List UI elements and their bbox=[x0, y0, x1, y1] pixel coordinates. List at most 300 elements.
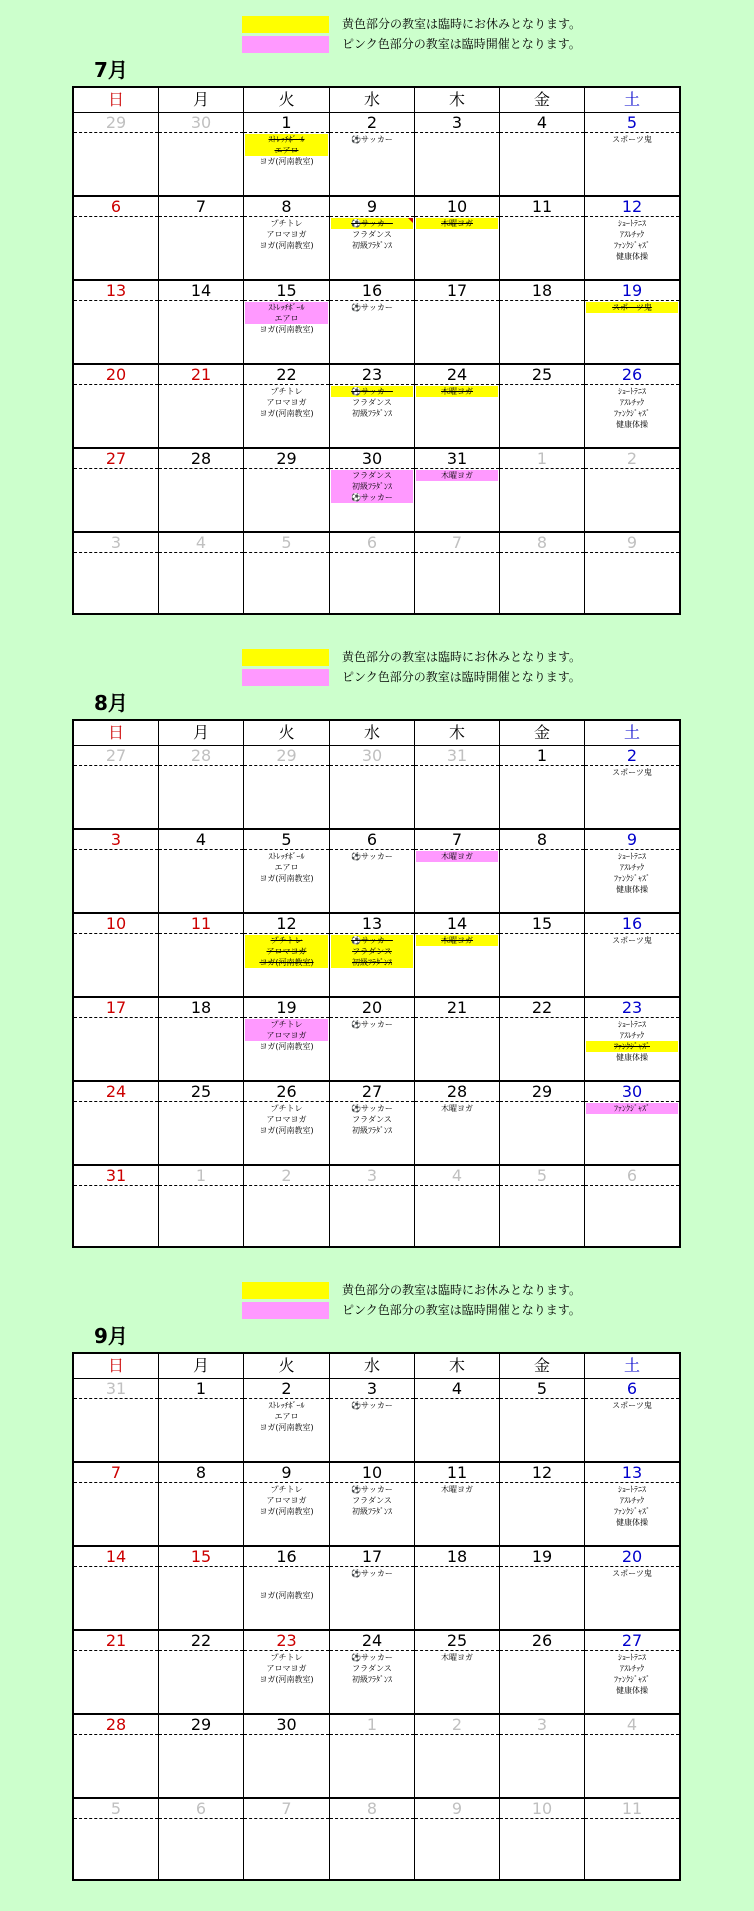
day-cell bbox=[74, 1715, 159, 1797]
class-entry: エアロ bbox=[245, 313, 328, 324]
week-row bbox=[74, 1799, 679, 1883]
week-row bbox=[74, 914, 679, 998]
day-number: 21 bbox=[74, 1631, 158, 1651]
day-cell bbox=[585, 1379, 679, 1461]
day-number: 20 bbox=[74, 365, 158, 385]
day-number: 2 bbox=[415, 1715, 499, 1735]
day-cell bbox=[500, 1631, 585, 1713]
class-entry: ヨガ(河南教室) bbox=[259, 409, 314, 418]
day-cell bbox=[244, 914, 330, 996]
class-entry: ﾌｧﾝｸｼﾞｬｽﾞ bbox=[586, 1103, 678, 1114]
day-cell bbox=[159, 197, 244, 279]
day-cell bbox=[244, 1547, 330, 1629]
class-entry: スポーツ鬼 bbox=[612, 1569, 652, 1578]
class-entry: 初級ﾌﾗﾀﾞﾝｽ bbox=[352, 409, 392, 418]
weekday-label: 水 bbox=[330, 88, 415, 112]
day-cell bbox=[244, 998, 330, 1080]
day-cell bbox=[415, 533, 500, 615]
class-entry: ⚽サッカー bbox=[351, 303, 393, 312]
day-number: 27 bbox=[74, 746, 158, 766]
legend-swatch-yellow bbox=[242, 16, 329, 33]
day-cell bbox=[74, 365, 159, 447]
class-entry: 木曜ヨガ bbox=[416, 851, 498, 862]
day-cell bbox=[244, 1715, 330, 1797]
day-number: 8 bbox=[244, 197, 329, 217]
day-number: 14 bbox=[159, 281, 243, 301]
day-number: 31 bbox=[415, 746, 499, 766]
class-entry: フラダンス bbox=[352, 1115, 392, 1124]
legend-swatch-pink bbox=[242, 36, 329, 53]
day-number: 4 bbox=[415, 1166, 499, 1186]
day-number: 16 bbox=[330, 281, 414, 301]
day-cell bbox=[74, 1547, 159, 1629]
class-entry: ﾌｧﾝｸｼﾞｬｽﾞ bbox=[614, 1675, 650, 1684]
day-number: 19 bbox=[244, 998, 329, 1018]
day-cell bbox=[415, 113, 500, 195]
legend-text-extra: ピンク色部分の教室は臨時開催となります。 bbox=[342, 1303, 581, 1317]
day-number: 9 bbox=[330, 197, 414, 217]
day-cell bbox=[500, 533, 585, 615]
calendar-grid bbox=[72, 86, 681, 615]
day-number: 29 bbox=[500, 1082, 584, 1102]
class-entry: スポーツ鬼 bbox=[612, 1401, 652, 1410]
day-number: 16 bbox=[244, 1547, 329, 1567]
class-entry: ﾌｧﾝｸｼﾞｬｽﾞ bbox=[586, 1041, 678, 1052]
day-number: 6 bbox=[74, 197, 158, 217]
day-number: 13 bbox=[74, 281, 158, 301]
class-entry: ⚽サッカー bbox=[351, 1569, 393, 1578]
class-entry: ﾌｧﾝｸｼﾞｬｽﾞ bbox=[614, 1507, 650, 1516]
legend-text-extra: ピンク色部分の教室は臨時開催となります。 bbox=[342, 37, 581, 51]
day-number: 13 bbox=[330, 914, 414, 934]
class-entry: プチトレ bbox=[270, 387, 303, 396]
weekday-label: 火 bbox=[244, 721, 330, 745]
day-number: 26 bbox=[244, 1082, 329, 1102]
day-number: 6 bbox=[330, 830, 414, 850]
day-cell bbox=[415, 914, 500, 996]
day-cell bbox=[159, 998, 244, 1080]
week-row bbox=[74, 365, 679, 449]
class-entry: ヨガ(河南教室) bbox=[259, 157, 314, 166]
day-cell bbox=[500, 1463, 585, 1545]
day-cell bbox=[500, 1547, 585, 1629]
class-entry: アロマヨガ bbox=[245, 1030, 328, 1041]
class-entry: 木曜ヨガ bbox=[416, 386, 498, 397]
day-cell bbox=[74, 281, 159, 363]
day-number: 18 bbox=[415, 1547, 499, 1567]
day-number: 10 bbox=[415, 197, 499, 217]
class-entry: 初級ﾌﾗﾀﾞﾝｽ bbox=[352, 241, 392, 250]
week-row bbox=[74, 998, 679, 1082]
day-cell bbox=[415, 281, 500, 363]
day-cell bbox=[585, 1463, 679, 1545]
day-number: 2 bbox=[244, 1166, 329, 1186]
day-number: 6 bbox=[585, 1166, 679, 1186]
week-row bbox=[74, 113, 679, 197]
day-cell bbox=[415, 1547, 500, 1629]
day-cell bbox=[330, 1715, 415, 1797]
day-number: 19 bbox=[500, 1547, 584, 1567]
day-cell bbox=[330, 365, 415, 447]
class-entry: ﾌｧﾝｸｼﾞｬｽﾞ bbox=[614, 874, 650, 883]
day-cell bbox=[415, 830, 500, 912]
day-number: 9 bbox=[244, 1463, 329, 1483]
day-cell bbox=[159, 1082, 244, 1164]
day-number: 22 bbox=[159, 1631, 243, 1651]
day-cell bbox=[500, 1715, 585, 1797]
class-entry: ｱｽﾚﾁｯｸ bbox=[620, 1664, 644, 1673]
day-number: 25 bbox=[159, 1082, 243, 1102]
day-cell bbox=[585, 1715, 679, 1797]
month-title: 9月 bbox=[94, 1324, 128, 1348]
weekday-label: 火 bbox=[244, 1354, 330, 1378]
day-number: 30 bbox=[244, 1715, 329, 1735]
day-number: 4 bbox=[159, 830, 243, 850]
day-cell bbox=[415, 1082, 500, 1164]
weekday-label: 土 bbox=[623, 1356, 640, 1375]
weekday-label: 月 bbox=[159, 1354, 244, 1378]
day-number: 6 bbox=[585, 1379, 679, 1399]
day-cell bbox=[244, 533, 330, 615]
class-entry: プチトレ bbox=[270, 1104, 303, 1113]
day-number: 7 bbox=[415, 533, 499, 553]
day-number: 29 bbox=[244, 746, 329, 766]
day-number: 2 bbox=[330, 113, 414, 133]
day-number: 25 bbox=[500, 365, 584, 385]
day-cell bbox=[330, 1799, 415, 1881]
calendar-grid bbox=[72, 1352, 681, 1881]
class-entry bbox=[245, 1568, 328, 1579]
day-number: 23 bbox=[330, 365, 414, 385]
day-number: 28 bbox=[74, 1715, 158, 1735]
day-number: 17 bbox=[415, 281, 499, 301]
class-entry: ⚽サッカー bbox=[351, 1485, 393, 1494]
legend-swatch-yellow bbox=[242, 1282, 329, 1299]
legend-swatch-pink bbox=[242, 1302, 329, 1319]
weekday-label: 土 bbox=[623, 90, 640, 109]
day-number: 24 bbox=[330, 1631, 414, 1651]
day-number: 6 bbox=[159, 1799, 243, 1819]
class-entry: ⚽サッカー bbox=[351, 1401, 393, 1410]
day-number: 24 bbox=[74, 1082, 158, 1102]
day-cell bbox=[415, 998, 500, 1080]
class-entry: ヨガ(河南教室) bbox=[259, 1507, 314, 1516]
day-cell bbox=[500, 1166, 585, 1248]
class-entry: 木曜ヨガ bbox=[441, 1104, 473, 1113]
legend-text-closed: 黄色部分の教室は臨時にお休みとなります。 bbox=[342, 1283, 582, 1297]
day-number: 29 bbox=[159, 1715, 243, 1735]
day-number: 16 bbox=[585, 914, 679, 934]
day-cell bbox=[330, 113, 415, 195]
weekday-label: 水 bbox=[330, 1354, 415, 1378]
day-cell bbox=[585, 914, 679, 996]
day-cell bbox=[415, 1799, 500, 1881]
class-entry: ヨガ(河南教室) bbox=[259, 241, 314, 250]
week-row bbox=[74, 1379, 679, 1463]
calendar-grid bbox=[72, 719, 681, 1248]
day-number: 30 bbox=[159, 113, 243, 133]
class-entry bbox=[245, 1579, 328, 1590]
day-number: 28 bbox=[415, 1082, 499, 1102]
class-entry: アロマヨガ bbox=[266, 1664, 307, 1673]
day-cell bbox=[415, 449, 500, 531]
day-number: 22 bbox=[500, 998, 584, 1018]
day-cell bbox=[500, 914, 585, 996]
day-number: 3 bbox=[330, 1379, 414, 1399]
day-cell bbox=[585, 1799, 679, 1881]
month-section bbox=[0, 0, 754, 633]
day-cell bbox=[244, 830, 330, 912]
class-entry: ｼｮｰﾄﾃﾆｽ bbox=[618, 1020, 646, 1029]
day-number: 2 bbox=[585, 449, 679, 469]
day-cell bbox=[500, 281, 585, 363]
day-cell bbox=[244, 365, 330, 447]
day-number: 8 bbox=[159, 1463, 243, 1483]
day-number: 7 bbox=[415, 830, 499, 850]
day-number: 30 bbox=[330, 449, 414, 469]
day-number: 8 bbox=[500, 533, 584, 553]
day-cell bbox=[159, 1166, 244, 1248]
class-entry: アロマヨガ bbox=[266, 230, 307, 239]
day-cell bbox=[500, 197, 585, 279]
day-number: 28 bbox=[159, 449, 243, 469]
day-number: 5 bbox=[500, 1379, 584, 1399]
day-cell bbox=[585, 113, 679, 195]
day-cell bbox=[159, 914, 244, 996]
day-cell bbox=[159, 1715, 244, 1797]
weekday-label: 日 bbox=[74, 88, 159, 112]
class-entry: ｱｽﾚﾁｯｸ bbox=[620, 1496, 644, 1505]
day-cell bbox=[500, 746, 585, 828]
weekday-label: 金 bbox=[500, 88, 585, 112]
day-number: 27 bbox=[74, 449, 158, 469]
day-cell bbox=[159, 1463, 244, 1545]
day-number: 2 bbox=[585, 746, 679, 766]
class-entry: 木曜ヨガ bbox=[416, 218, 498, 229]
day-cell bbox=[159, 1379, 244, 1461]
day-number: 11 bbox=[500, 197, 584, 217]
day-cell bbox=[585, 746, 679, 828]
day-number: 1 bbox=[330, 1715, 414, 1735]
class-entry: 健康体操 bbox=[616, 885, 648, 894]
class-entry: 木曜ヨガ bbox=[441, 1485, 473, 1494]
day-number: 18 bbox=[159, 998, 243, 1018]
day-number: 5 bbox=[74, 1799, 158, 1819]
day-cell bbox=[330, 746, 415, 828]
day-number: 23 bbox=[244, 1631, 329, 1651]
day-number: 4 bbox=[159, 533, 243, 553]
class-entry: ｼｮｰﾄﾃﾆｽ bbox=[618, 1653, 646, 1662]
day-cell bbox=[585, 533, 679, 615]
day-number: 18 bbox=[500, 281, 584, 301]
day-number: 31 bbox=[74, 1379, 158, 1399]
class-entry: 初級ﾌﾗﾀﾞﾝｽ bbox=[352, 1675, 392, 1684]
week-row bbox=[74, 1463, 679, 1547]
week-row bbox=[74, 830, 679, 914]
week-row bbox=[74, 1631, 679, 1715]
class-entry: スポーツ鬼 bbox=[612, 936, 652, 945]
class-entry: ⚽サッカー bbox=[331, 492, 413, 503]
day-cell bbox=[585, 197, 679, 279]
class-entry: ヨガ(河南教室) bbox=[259, 325, 314, 334]
day-cell bbox=[74, 1082, 159, 1164]
day-cell bbox=[415, 1715, 500, 1797]
day-cell bbox=[330, 1082, 415, 1164]
day-cell bbox=[74, 1166, 159, 1248]
day-number: 17 bbox=[74, 998, 158, 1018]
class-entry: ｱｽﾚﾁｯｸ bbox=[620, 1031, 644, 1040]
day-cell bbox=[330, 1631, 415, 1713]
month-section bbox=[0, 633, 754, 1266]
day-cell bbox=[500, 998, 585, 1080]
day-cell bbox=[74, 449, 159, 531]
day-cell bbox=[74, 998, 159, 1080]
legend-text-closed: 黄色部分の教室は臨時にお休みとなります。 bbox=[342, 17, 582, 31]
day-number: 12 bbox=[500, 1463, 584, 1483]
day-number: 8 bbox=[500, 830, 584, 850]
day-cell bbox=[244, 1082, 330, 1164]
day-cell bbox=[500, 365, 585, 447]
day-cell bbox=[330, 281, 415, 363]
day-cell bbox=[585, 365, 679, 447]
day-cell bbox=[244, 113, 330, 195]
class-entry: フラダンス bbox=[352, 230, 392, 239]
class-entry: ヨガ(河南教室) bbox=[259, 1042, 314, 1051]
day-number: 26 bbox=[585, 365, 679, 385]
day-number: 1 bbox=[244, 113, 329, 133]
class-entry: アロマヨガ bbox=[266, 1115, 307, 1124]
weekday-label: 水 bbox=[330, 721, 415, 745]
class-entry: ﾌｧﾝｸｼﾞｬｽﾞ bbox=[614, 241, 650, 250]
day-cell bbox=[585, 1082, 679, 1164]
day-number: 20 bbox=[330, 998, 414, 1018]
day-number: 1 bbox=[159, 1166, 243, 1186]
day-number: 29 bbox=[74, 113, 158, 133]
week-row bbox=[74, 449, 679, 533]
day-number: 10 bbox=[74, 914, 158, 934]
class-entry: ヨガ(河南教室) bbox=[259, 874, 314, 883]
class-entry: ｼｮｰﾄﾃﾆｽ bbox=[618, 219, 646, 228]
weekday-label: 月 bbox=[159, 88, 244, 112]
day-cell bbox=[585, 281, 679, 363]
day-number: 22 bbox=[244, 365, 329, 385]
day-cell bbox=[74, 1379, 159, 1461]
day-cell bbox=[585, 1631, 679, 1713]
weekday-label: 日 bbox=[74, 721, 159, 745]
day-number: 1 bbox=[500, 746, 584, 766]
day-number: 3 bbox=[74, 533, 158, 553]
class-entry: ⚽サッカー bbox=[331, 218, 413, 229]
day-cell bbox=[330, 1547, 415, 1629]
legend-swatch-yellow bbox=[242, 649, 329, 666]
day-number: 7 bbox=[159, 197, 243, 217]
day-number: 3 bbox=[415, 113, 499, 133]
class-entry: ｽﾄﾚｯﾁﾎﾞｰﾙ bbox=[245, 302, 328, 313]
day-number: 31 bbox=[415, 449, 499, 469]
day-number: 14 bbox=[415, 914, 499, 934]
day-number: 23 bbox=[585, 998, 679, 1018]
day-number: 28 bbox=[159, 746, 243, 766]
class-entry: ｼｮｰﾄﾃﾆｽ bbox=[618, 387, 646, 396]
day-cell bbox=[244, 1463, 330, 1545]
day-number: 20 bbox=[585, 1547, 679, 1567]
class-entry: 木曜ヨガ bbox=[416, 935, 498, 946]
class-entry: 木曜ヨガ bbox=[416, 470, 498, 481]
weekday-label: 木 bbox=[415, 88, 500, 112]
class-entry: スポーツ鬼 bbox=[612, 135, 652, 144]
class-entry: プチトレ bbox=[245, 935, 328, 946]
day-cell bbox=[74, 113, 159, 195]
day-cell bbox=[244, 197, 330, 279]
day-number: 4 bbox=[500, 113, 584, 133]
day-number: 30 bbox=[330, 746, 414, 766]
class-entry: ⚽サッカー bbox=[351, 852, 393, 861]
day-cell bbox=[244, 1166, 330, 1248]
day-cell bbox=[330, 1463, 415, 1545]
class-entry: ｽﾄﾚｯﾁﾎﾞｰﾙ bbox=[245, 134, 328, 145]
day-number: 10 bbox=[500, 1799, 584, 1819]
class-entry: エアロ bbox=[245, 145, 328, 156]
day-cell bbox=[500, 1379, 585, 1461]
day-cell bbox=[244, 746, 330, 828]
class-entry: エアロ bbox=[274, 1412, 299, 1421]
day-cell bbox=[74, 197, 159, 279]
day-number: 21 bbox=[159, 365, 243, 385]
class-entry: ⚽サッカー bbox=[351, 1653, 393, 1662]
class-entry: ｼｮｰﾄﾃﾆｽ bbox=[618, 852, 646, 861]
class-entry: フラダンス bbox=[352, 1496, 392, 1505]
class-entry: ヨガ(河南教室) bbox=[259, 1126, 314, 1135]
weekday-header bbox=[74, 721, 679, 746]
day-cell bbox=[330, 830, 415, 912]
day-number: 1 bbox=[500, 449, 584, 469]
day-cell bbox=[415, 1631, 500, 1713]
class-entry: ⚽サッカー bbox=[331, 935, 413, 946]
weekday-label: 火 bbox=[244, 88, 330, 112]
day-cell bbox=[500, 1799, 585, 1881]
class-entry: スポーツ鬼 bbox=[612, 768, 652, 777]
weekday-label: 木 bbox=[415, 1354, 500, 1378]
day-number: 15 bbox=[500, 914, 584, 934]
legend-text-closed: 黄色部分の教室は臨時にお休みとなります。 bbox=[342, 650, 582, 664]
day-number: 30 bbox=[585, 1082, 679, 1102]
day-cell bbox=[159, 533, 244, 615]
day-cell bbox=[159, 281, 244, 363]
week-row bbox=[74, 281, 679, 365]
day-number: 5 bbox=[500, 1166, 584, 1186]
week-row bbox=[74, 1715, 679, 1799]
day-number: 27 bbox=[585, 1631, 679, 1651]
week-row bbox=[74, 533, 679, 617]
weekday-label: 金 bbox=[500, 721, 585, 745]
day-number: 24 bbox=[415, 365, 499, 385]
day-number: 31 bbox=[74, 1166, 158, 1186]
day-number: 3 bbox=[330, 1166, 414, 1186]
day-number: 5 bbox=[244, 533, 329, 553]
month-section bbox=[0, 1266, 754, 1899]
weekday-label: 日 bbox=[74, 1354, 159, 1378]
class-entry: ヨガ(河南教室) bbox=[245, 957, 328, 968]
class-entry: ｱｽﾚﾁｯｸ bbox=[620, 230, 644, 239]
day-cell bbox=[74, 914, 159, 996]
day-cell bbox=[330, 197, 415, 279]
week-row bbox=[74, 197, 679, 281]
class-entry: スポーツ鬼 bbox=[586, 302, 678, 313]
week-row bbox=[74, 1166, 679, 1250]
day-number: 9 bbox=[585, 533, 679, 553]
day-number: 13 bbox=[585, 1463, 679, 1483]
day-cell bbox=[74, 1463, 159, 1545]
